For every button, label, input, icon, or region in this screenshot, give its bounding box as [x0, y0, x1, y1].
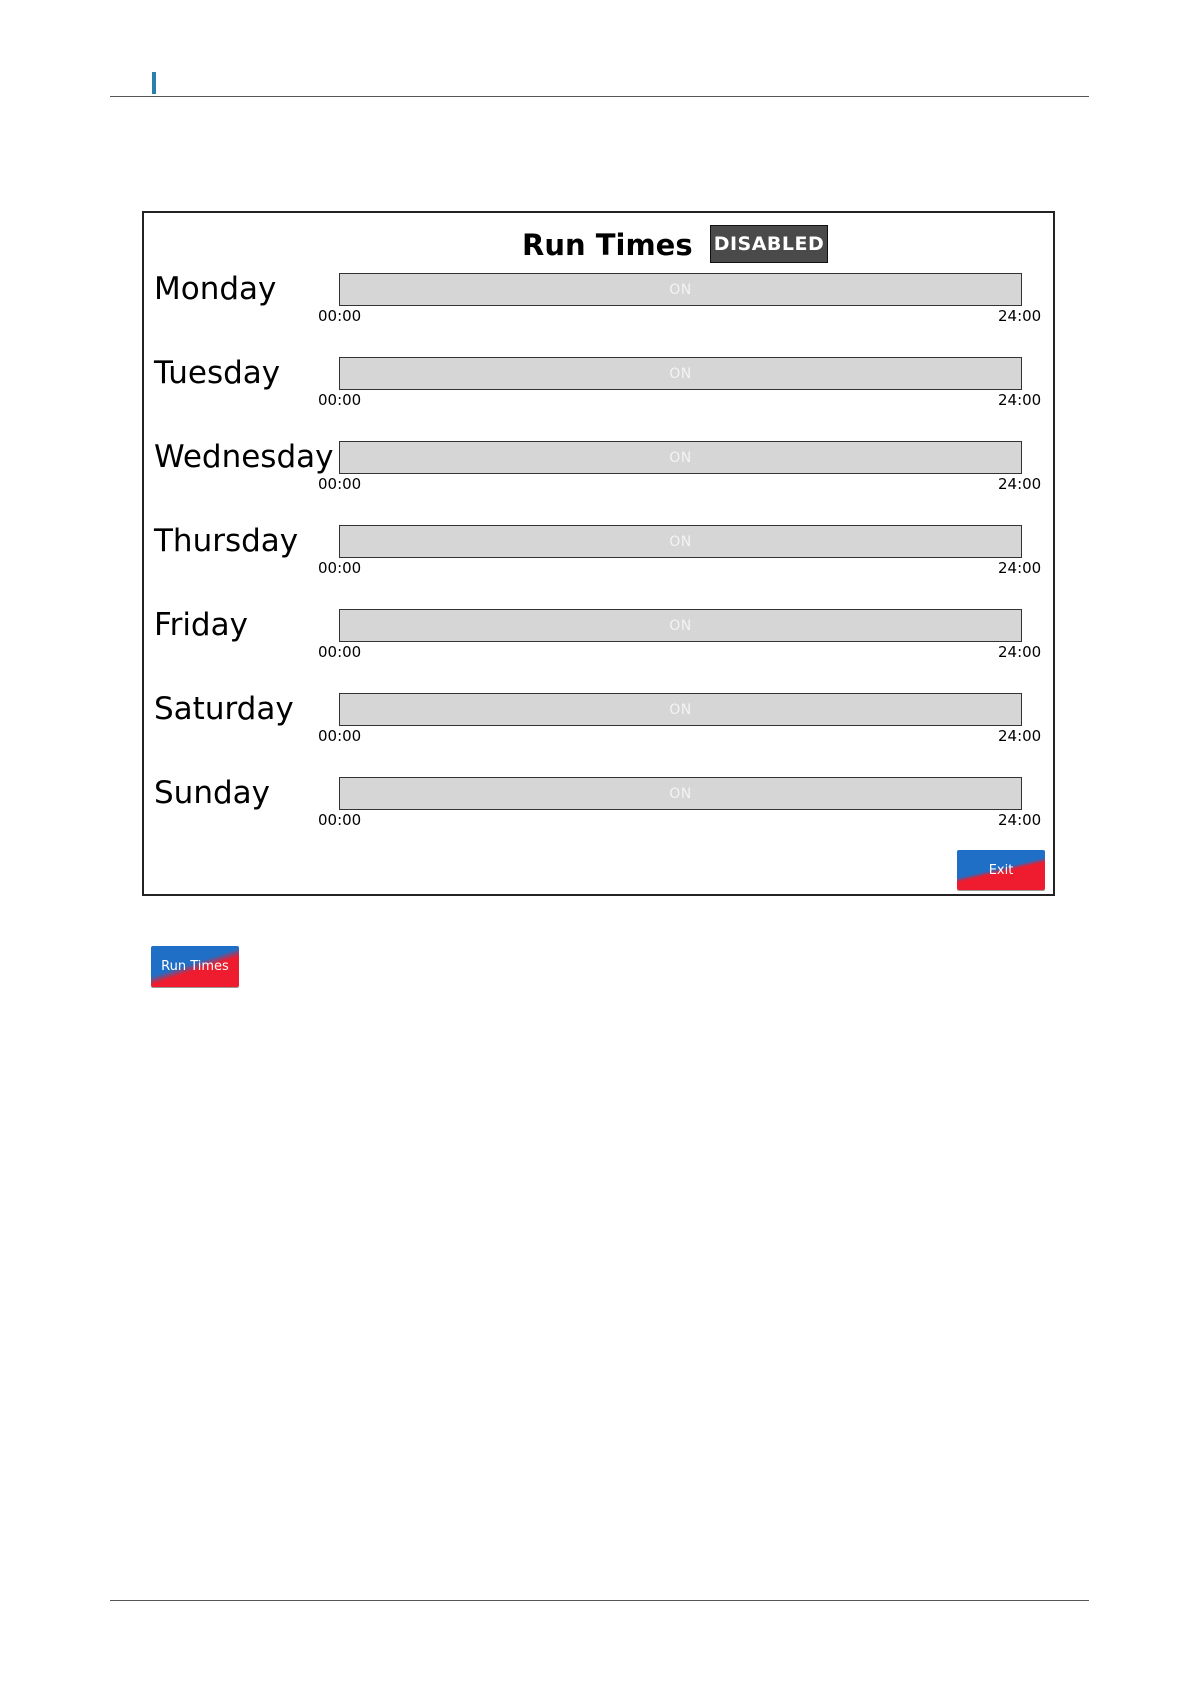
schedule-bar-saturday[interactable] — [339, 693, 1022, 726]
status-badge: DISABLED — [710, 225, 828, 263]
time-end-label: 24:00 — [998, 307, 1042, 325]
schedule-bar-sunday[interactable] — [339, 777, 1022, 810]
day-row-tuesday — [144, 351, 1053, 435]
schedule-bar-thursday[interactable] — [339, 525, 1022, 558]
time-end-label: 24:00 — [998, 559, 1042, 577]
bar-state-label: ON — [669, 533, 692, 550]
exit-button[interactable]: Exit — [957, 850, 1045, 890]
day-label: Monday — [154, 271, 277, 307]
schedule-bar-tuesday[interactable] — [339, 357, 1022, 390]
time-end-label: 24:00 — [998, 643, 1042, 661]
day-row-wednesday — [144, 435, 1053, 519]
day-label: Wednesday — [154, 439, 334, 475]
bar-state-label: ON — [669, 449, 692, 466]
day-label: Tuesday — [154, 355, 281, 391]
time-end-label: 24:00 — [998, 391, 1042, 409]
screen-title: Run Times — [522, 228, 693, 262]
day-row-monday — [144, 267, 1053, 351]
day-label: Saturday — [154, 691, 294, 727]
time-end-label: 24:00 — [998, 811, 1042, 829]
day-row-thursday — [144, 519, 1053, 603]
day-label: Sunday — [154, 775, 270, 811]
time-start-label: 00:00 — [318, 727, 362, 745]
time-start-label: 00:00 — [318, 475, 362, 493]
bar-state-label: ON — [669, 281, 692, 298]
run-times-screen — [142, 211, 1055, 896]
header-divider — [110, 96, 1089, 97]
day-row-saturday — [144, 687, 1053, 771]
bar-state-label: ON — [669, 701, 692, 718]
day-label: Friday — [154, 607, 248, 643]
schedule-bar-monday[interactable] — [339, 273, 1022, 306]
time-start-label: 00:00 — [318, 307, 362, 325]
bar-state-label: ON — [669, 617, 692, 634]
time-start-label: 00:00 — [318, 391, 362, 409]
bar-state-label: ON — [669, 365, 692, 382]
run-times-button[interactable]: Run Times — [151, 946, 239, 987]
time-start-label: 00:00 — [318, 643, 362, 661]
time-start-label: 00:00 — [318, 811, 362, 829]
day-row-sunday — [144, 771, 1053, 855]
time-end-label: 24:00 — [998, 727, 1042, 745]
day-row-friday — [144, 603, 1053, 687]
schedule-bar-wednesday[interactable] — [339, 441, 1022, 474]
time-start-label: 00:00 — [318, 559, 362, 577]
schedule-bar-friday[interactable] — [339, 609, 1022, 642]
day-label: Thursday — [154, 523, 299, 559]
time-end-label: 24:00 — [998, 475, 1042, 493]
footer-divider — [110, 1600, 1089, 1601]
header-marker — [152, 72, 156, 94]
bar-state-label: ON — [669, 785, 692, 802]
